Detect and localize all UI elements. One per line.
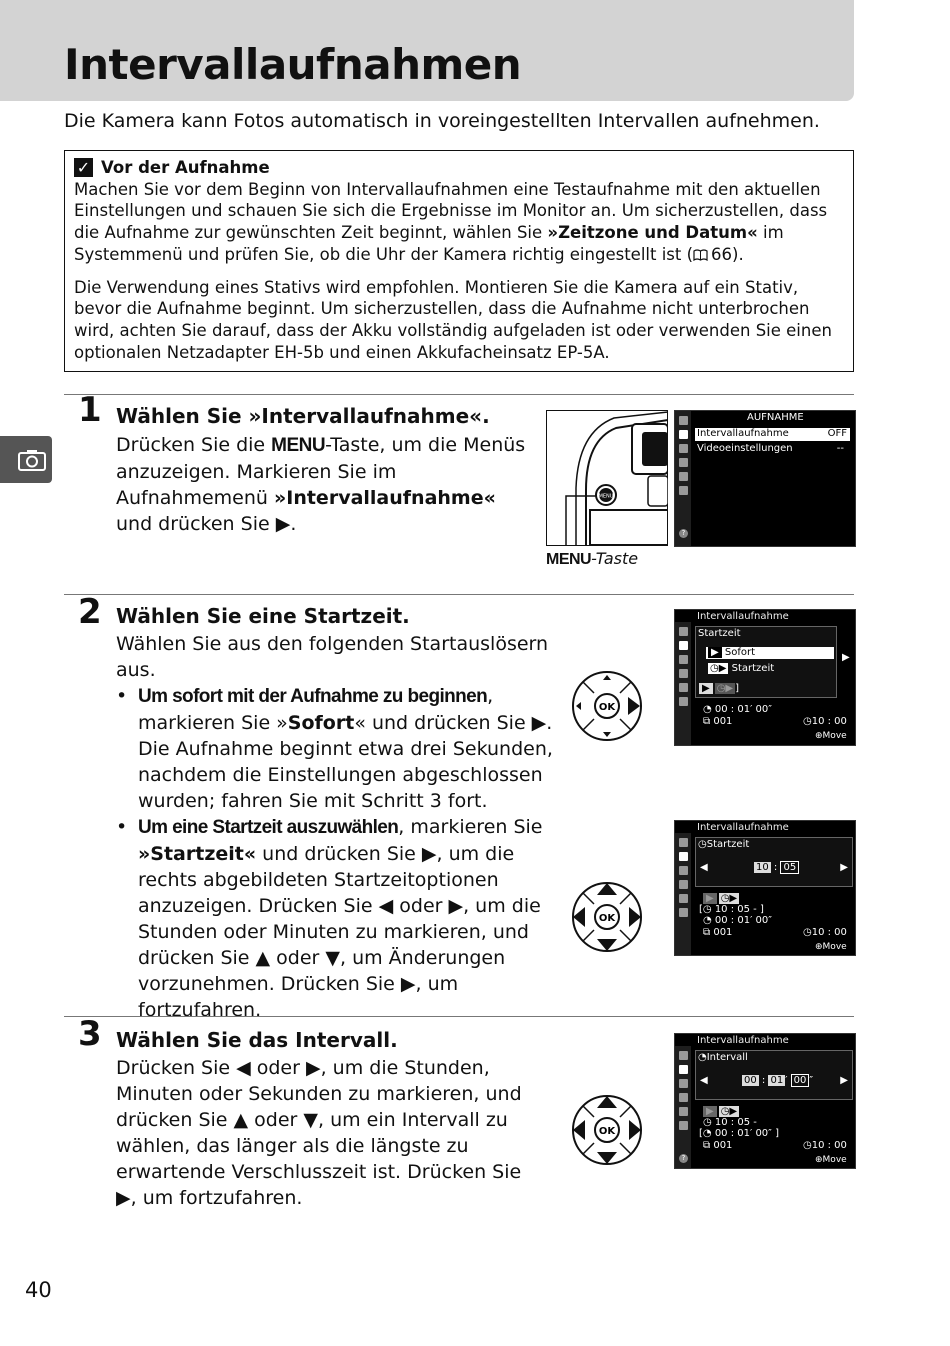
ok-label: OK: [598, 702, 616, 713]
step-number: 3: [78, 1014, 102, 1054]
section-tab: [0, 436, 52, 483]
page-number: 40: [25, 1278, 52, 1302]
step-heading: Wählen Sie das Intervall.: [116, 1028, 398, 1052]
page-title: Intervallaufnahmen: [64, 40, 522, 89]
step-heading: Wählen Sie eine Startzeit.: [116, 604, 410, 628]
seconds-field[interactable]: 00: [791, 1074, 810, 1087]
step-heading: Wählen Sie »Intervallaufnahme«.: [116, 404, 490, 428]
title-banner: [0, 0, 854, 101]
note-title: Vor der Aufnahme: [101, 158, 270, 177]
note-box: [64, 150, 854, 372]
option-startzeit[interactable]: ◷▶ Startzeit: [710, 663, 775, 674]
menu-row-intervallaufnahme[interactable]: Intervallaufnahme OFF: [695, 428, 850, 441]
option-sofort[interactable]: ▶ Sofort: [706, 647, 834, 659]
check-icon: ✓: [74, 158, 93, 177]
divider: [64, 394, 854, 395]
screen-intervall: Intervallaufnahme ◔Intervall ◀ 00 : 01 ′ 00 ″ ▶ ▶ ◷▶ ◷ 10 : 05 - [◔ 00 : 01′ 00″ ] ⧉ 001 ◷10 : 00 ⊕Move ?: [674, 1033, 856, 1169]
menu-button-label: MENU: [598, 493, 614, 500]
note-paragraph-1: Machen Sie vor dem Beginn von Intervallaufnahmen eine Testaufnahme mit den aktuellen Einstellungen und schauen Sie sich die Ergebnisse im Monitor an. Um sicherzustellen, dass die Aufnahme zur gewünschten Zeit beginnt, wählen Sie »Zeitzone und Datum« im Systemmenü und prüfen Sie, ob die Uhr der Kamera richtig eingestellt ist ( 66).: [74, 179, 828, 264]
help-icon: ?: [679, 529, 688, 538]
hour-field[interactable]: 10: [756, 862, 769, 873]
ok-label: OK: [598, 913, 616, 924]
help-icon: ?: [679, 1154, 688, 1163]
camera-back-illustration: [546, 410, 668, 546]
divider: [64, 1016, 854, 1017]
screen-startzeit-options: Intervallaufnahme Startzeit ▶ Sofort ◷▶ Startzeit ▶ ▶ ◷▶ ] ◔ 00 : 01′ 00″ ⧉ 001 ◷10 : 00 ⊕Move: [674, 609, 856, 746]
step-number: 2: [78, 592, 102, 632]
ok-label: OK: [598, 1126, 616, 1137]
minute-field[interactable]: 05: [780, 861, 799, 874]
step-number: 1: [78, 390, 102, 430]
step-text: Wählen Sie aus den folgenden Startauslösern aus. • Um sofort mit der Aufnahme zu beginnen, markieren Sie »Sofort« und drücken Sie ▶. Die Aufnahme beginnt etwa drei Sekunden, nachdem die Einstellungen abgeschlossen wurden; fahren Sie mit Schritt 3 fort. • Um eine Startzeit auszuwählen, markieren Sie »Startzeit« und drücken Sie ▶, um die rechts abgebildeten Startzeitoptionen anzuzeigen. Drücken Sie ◀ oder ▶, um die Stunden oder Minuten zu markieren, und drücken Sie ▲ oder ▼, um Änderungen vorzunehmen. Drücken Sie ▶, um fortzufahren.: [116, 631, 566, 1023]
bullet-sofort: • Um sofort mit der Aufnahme zu beginnen, markieren Sie »Sofort« und drücken Sie ▶. Die Aufnahme beginnt etwa drei Sekunden, nachdem die Einstellungen abgeschlossen wurden; fahren Sie mit Schritt 3 fort.: [116, 683, 566, 814]
menu-screen-aufnahme: AUFNAHME Intervallaufnahme OFF Videoeinstellungen -- ?: [674, 410, 856, 547]
step-text: Drücken Sie ◀ oder ▶, um die Stunden, Minuten oder Sekunden zu markieren, und drücken Sie ▲ oder ▼, um ein Intervall zu wählen, das länger als die längste zu erwartende Verschlusszeit ist. Drücken Sie ▶, um fortzufahren.: [116, 1057, 522, 1209]
hours-field[interactable]: 00: [744, 1075, 757, 1086]
book-icon: [693, 249, 708, 261]
multi-selector-all: [570, 1093, 644, 1167]
multi-selector-all: [570, 880, 644, 954]
note-paragraph-2: Die Verwendung eines Stativs wird empfohlen. Montieren Sie die Kamera auf ein Stativ, bevor die Aufnahme beginnt. Um sicherzustellen, dass die Aufnahme nicht unterbrochen wird, achten Sie darauf, dass der Akku vollständig aufgeladen ist oder verwenden Sie einen optionalen Netzadapter EH-5b und einen Akkufacheinsatz EP-5A.: [74, 277, 832, 362]
camera-icon: [18, 449, 46, 471]
screen-startzeit-set: Intervallaufnahme ◷Startzeit ◀ 10 : 05 ▶ ▶ ◷▶ [◷ 10 : 05 - ] ◔ 00 : 01′ 00″ ⧉ 001 ◷10 : 00 ⊕Move: [674, 820, 856, 956]
minutes-field[interactable]: 01: [770, 1075, 784, 1086]
divider: [64, 594, 854, 595]
multi-selector-right: [570, 669, 644, 743]
intro-text: Die Kamera kann Fotos automatisch in voreingestellten Intervallen aufnehmen.: [64, 110, 820, 132]
step-text: Drücken Sie die MENU-Taste, um die Menüs anzuzeigen. Markieren Sie im Aufnahmemenü »Intervallaufnahme« und drücken Sie ▶.: [116, 434, 526, 535]
bullet-startzeit: • Um eine Startzeit auszuwählen, markieren Sie »Startzeit« und drücken Sie ▶, um die rechts abgebildeten Startzeitoptionen anzuzeigen. Drücken Sie ◀ oder ▶, um die Stunden oder Minuten zu markieren, und drücken Sie ▲ oder ▼, um Änderungen vorzunehmen. Drücken Sie ▶, um fortzufahren.: [116, 814, 566, 1023]
menu-key-caption: MENU-Taste: [546, 549, 639, 568]
